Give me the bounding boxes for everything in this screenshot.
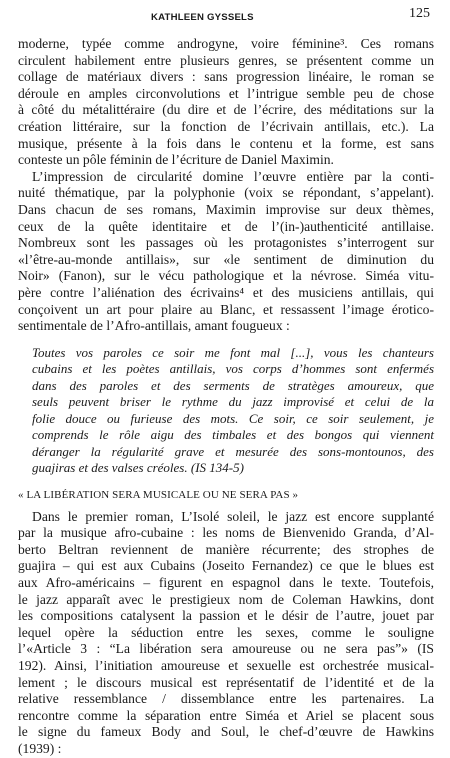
block-quote	[32, 345, 434, 477]
text-line: aux Afro-américains – figurent en espagnol dans le texte. Toutefois,	[18, 575, 434, 591]
text-line: l’«Article 3 : “La libération sera amoureuse ou ne sera pas”» (IS	[18, 641, 434, 657]
text-line: relative ressemblance / dissemblance entre les partenaires. La	[18, 691, 434, 707]
text-line: à côté du métalittéraire (du dire et de l’écrire, des méditations sur la	[18, 102, 434, 118]
paragraph-2	[18, 169, 434, 335]
quote-line: seuls peuvent briser le rythme du jazz improvisé et celui de la	[32, 394, 434, 410]
text-line: par la musique afro-cubaine : les noms de Bienvenido Granda, d’Al-	[18, 525, 434, 541]
quote-line: Toutes vos paroles ce soir me font mal [...], vous les chanteurs	[32, 344, 434, 360]
text-line: circulent habilement entre plusieurs genres, se présentent comme un	[18, 52, 434, 68]
text-line: lequel opère la séduction entre les sexes, comme le souligne	[18, 624, 434, 640]
text-line: le jazz apparaît avec le prestigieux nom de Coleman Hawkins, dont	[18, 591, 434, 607]
text-line: musique, présente à la fois dans le contenu et la forme, est sans	[18, 135, 434, 151]
page-number: 125	[409, 6, 430, 21]
text-line: Noir» (Fanon), sur le vécu pathologique et la névrose. Siméa vitu-	[18, 268, 434, 284]
text-line: (1939) :	[18, 741, 62, 756]
text-line: rencontre comme la séparation entre Siméa et Ariel se placent sous	[18, 707, 434, 723]
quote-line: cubains et les poètes antillais, vos corps d’hommes sont enfermés	[32, 361, 434, 377]
quote-line: guajiras et des valses créoles. (IS 134-5)	[32, 460, 244, 476]
text-line: sentimentale de l’Afro-antillais, amant fougueux :	[18, 318, 290, 334]
paragraph-1	[18, 36, 434, 169]
text-line: L’impression de circularité domine l’œuvre entière par la conti-	[32, 168, 434, 184]
text-line: Dans le premier roman, L’Isolé soleil, le jazz est encore supplanté	[32, 508, 434, 524]
section-heading: « LA LIBÉRATION SERA MUSICALE OU NE SERA PAS »	[18, 488, 299, 501]
text-line: nuité thématique, par la polyphonie (voix se répondant, s’appelant).	[18, 185, 434, 201]
text-line: déroule en amples circonvolutions et l’intrigue semble peu de chose	[18, 85, 434, 101]
text-line: les compositions catalysent la passion et le désir de l’autre, jouet par	[18, 608, 434, 624]
quote-line: déranger la régularité grave et mesurée des sons-montounos, des	[32, 443, 434, 459]
text-line: Dans chacun de ses romans, Maximin improvise sur deux thèmes,	[18, 201, 434, 217]
text-line: berto Beltran reviennent de manière récurrente; des strophes de	[18, 541, 434, 557]
text-line: conteste un pôle féminin de l’écriture de Daniel Maximin.	[18, 152, 334, 168]
text-line: 192). Ainsi, l’initiation amoureuse et sexuelle est orchestrée musical-	[18, 658, 434, 674]
text-line: moderne, typée comme androgyne, voire féminine³. Ces romans	[18, 36, 434, 51]
running-header	[18, 6, 434, 28]
text-line: collage de matériaux divers : sans progression linéaire, le roman se	[18, 69, 434, 85]
text-line: père contre l’aliénation des écrivains⁴ et des musiciens antillais, qui	[18, 284, 434, 300]
quote-line: dans des paroles et des serments de stratèges amoureux, que	[32, 377, 434, 393]
text-line: «l’être-au-monde antillais», sur «le sentiment de diminution du	[18, 251, 434, 267]
text-line: création littéraire, sur la fonction de l’écrivain antillais, etc.). La	[18, 118, 434, 134]
text-line: lement ; le discours musical est représentatif de l’identité et de la	[18, 674, 434, 690]
text-line: guajira – qui est aux Cubains (Joseito Fernandez) ce que le blues est	[18, 558, 434, 574]
text-line: ceux de la quête identitaire et de l’(in-)authenticité antillaise.	[18, 218, 434, 234]
body-text	[18, 36, 434, 758]
running-head-author: KATHLEEN GYSSELS	[151, 12, 254, 23]
text-line: conçoivent un art pour plaire au Blanc, et ressassent l’image érotico-	[18, 301, 434, 317]
quote-line: folie douce ou furieuse des mots. Ce soir, ce soir seulement, je	[32, 410, 434, 426]
quote-line: comprends le rôle aigu des timbales et des bongos qui viennent	[32, 427, 434, 443]
text-line: Nombreux sont les passages où les protagonistes s’interrogent sur	[18, 235, 434, 251]
text-line: le signe du fameux Body and Soul, le chef-d’œuvre de Hawkins	[18, 724, 434, 740]
paragraph-3	[18, 509, 434, 758]
